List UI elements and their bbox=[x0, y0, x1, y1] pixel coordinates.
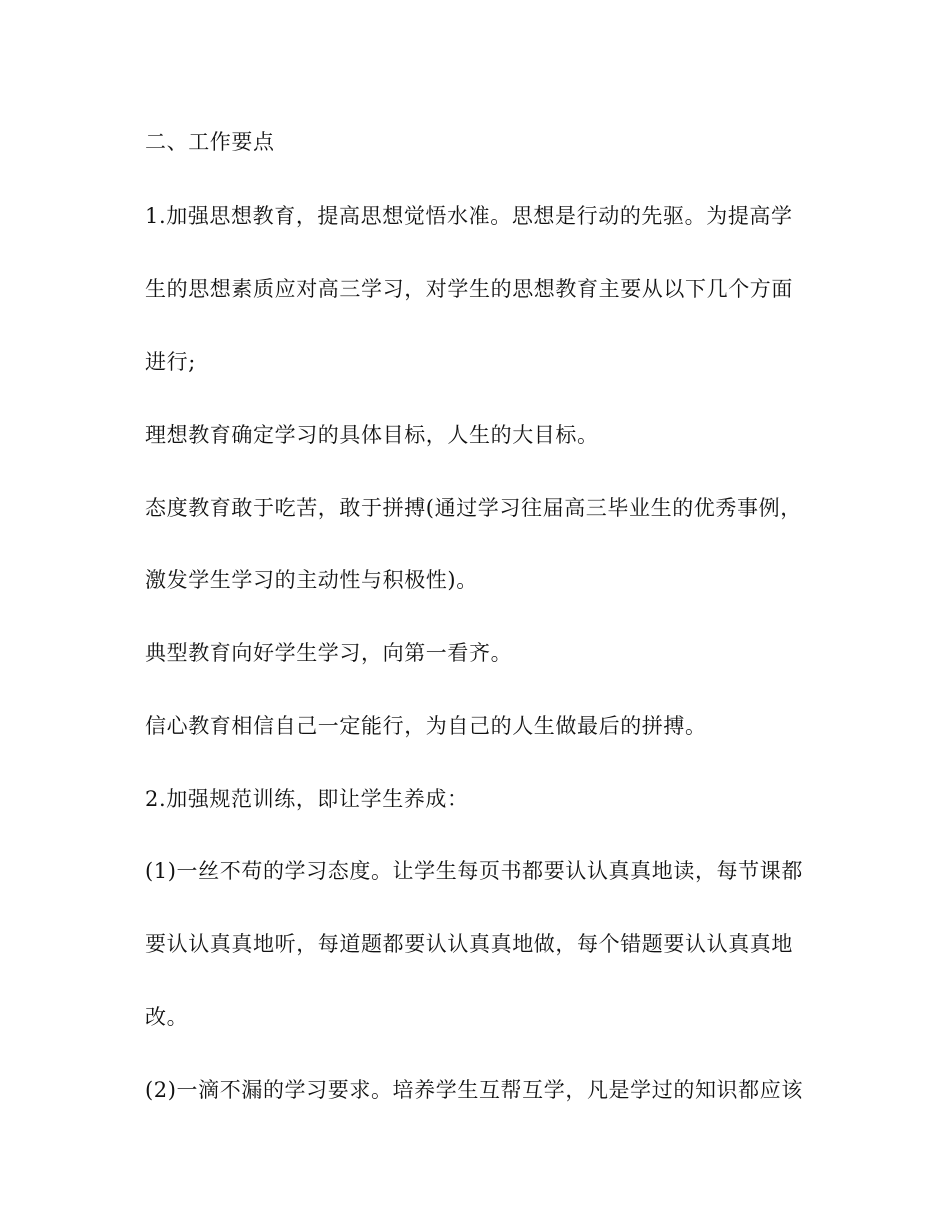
paragraph-line-5: 态度教育敢于吃苦，敢于拼搏(通过学习往届高三毕业生的优秀事例， bbox=[145, 496, 802, 520]
paragraph-line-1: 1.加强思想教育，提高思想觉悟水准。思想是行动的先驱。为提高学 bbox=[145, 204, 793, 228]
paragraph-line-3: 进行; bbox=[145, 350, 196, 374]
section-heading: 二、工作要点 bbox=[145, 130, 275, 154]
paragraph-line-4: 理想教育确定学习的具体目标，人生的大目标。 bbox=[145, 423, 599, 447]
paragraph-line-6: 激发学生学习的主动性与积极性)。 bbox=[145, 568, 478, 592]
paragraph-line-10: (1)一丝不苟的学习态度。让学生每页书都要认认真真地读，每节课都 bbox=[145, 859, 803, 883]
paragraph-line-8: 信心教育相信自己一定能行，为自己的人生做最后的拼搏。 bbox=[145, 714, 707, 738]
paragraph-line-11: 要认认真真地听，每道题都要认认真真地做，每个错题要认认真真地 bbox=[145, 932, 793, 956]
paragraph-line-2: 生的思想素质应对高三学习，对学生的思想教育主要从以下几个方面 bbox=[145, 277, 793, 301]
paragraph-line-13: (2)一滴不漏的学习要求。培养学生互帮互学，凡是学过的知识都应该 bbox=[145, 1078, 803, 1102]
paragraph-line-12: 改。 bbox=[145, 1005, 189, 1029]
paragraph-line-9: 2.加强规范训练，即让学生养成： bbox=[145, 787, 469, 811]
paragraph-line-7: 典型教育向好学生学习，向第一看齐。 bbox=[145, 641, 513, 665]
